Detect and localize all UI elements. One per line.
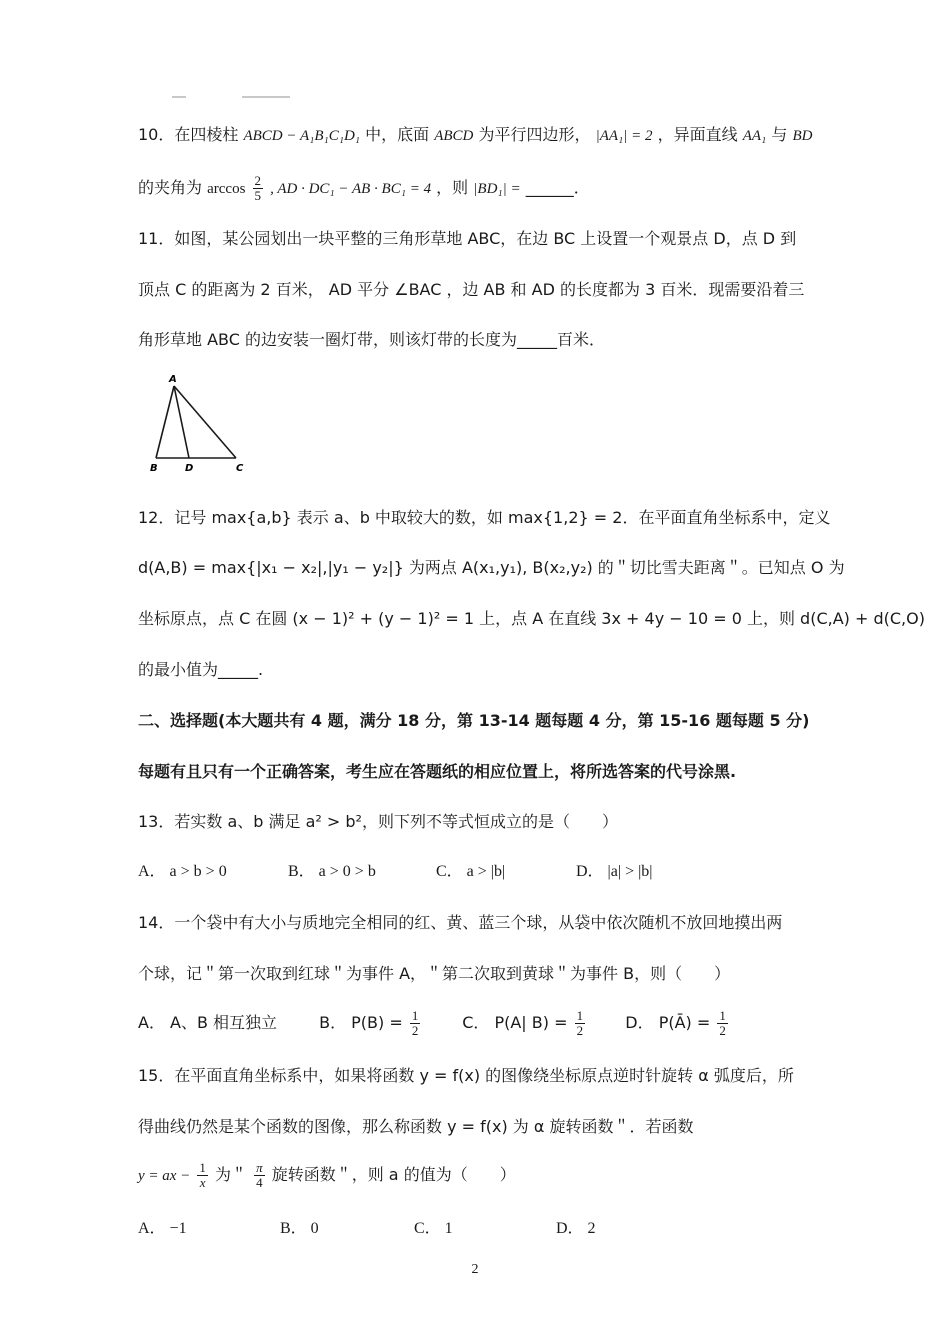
q15-text: 为＂ [215, 1165, 248, 1184]
q10-text: 10．在四棱柱 [138, 125, 239, 144]
q14-option-a: A． A、B 相互独立 [138, 1013, 278, 1032]
q13-option-c: C． a > |b| [436, 863, 506, 880]
fraction-numerator: 1 [719, 1008, 726, 1023]
q10-text: 与 [771, 125, 788, 144]
q14-option-d [625, 1008, 730, 1038]
q10-math-prism: ABCD − A₁B₁C₁D₁ [243, 128, 361, 144]
side-ac [174, 386, 236, 458]
fraction-one-half [575, 1009, 586, 1038]
fraction-denominator: 4 [256, 1175, 263, 1190]
q15-option-b: B． 0 [280, 1220, 319, 1237]
section2-instruction: 每题有且只有一个正确答案，考生应在答题纸的相应位置上，将所选答案的代号涂黑. [138, 762, 737, 781]
q15-line1: 15．在平面直角坐标系中，如果将函数 y = f(x) 的图像绕坐标原点逆时针旋转 α 弧度后，所 [138, 1066, 794, 1085]
fraction-numerator: π [256, 1160, 263, 1175]
q10-text: ，异面直线 [657, 125, 738, 144]
q13-option-a: A． a > b > 0 [138, 863, 227, 880]
q12-line4: 的最小值为_____. [138, 660, 264, 679]
q10-math-bd: BD [792, 128, 813, 144]
q15-function: y = ax − [138, 1168, 191, 1184]
q14-line2: 个球，记＂第一次取到红球＂为事件 A，＂第二次取到黄球＂为事件 B，则（ ） [138, 964, 731, 983]
q14-option-b [319, 1008, 431, 1038]
segment-ad [174, 386, 189, 458]
fraction-numerator: 1 [199, 1160, 206, 1175]
top-scan-mark [172, 96, 292, 100]
section2-title: 二、选择题(本大题共有 4 题，满分 18 分，第 13-14 题每题 4 分，第 15-16 题每题 5 分) [138, 711, 810, 730]
q11-line1: 11．如图，某公园划出一块平整的三角形草地 ABC，在边 BC 上设置一个观景点 D，点 D 到 [138, 229, 797, 248]
q15-line2: 得曲线仍然是某个函数的图像，那么称函数 y = f(x) 为 α 旋转函数＂．若函数 [138, 1117, 694, 1136]
q10-text: ，则 [436, 178, 469, 197]
vertex-label-c: C [236, 463, 244, 474]
vertex-label-b: B [150, 463, 158, 474]
q10-math-dot-product: , AD · DC₁ − AB · BC₁ = 4 [270, 181, 432, 197]
fraction-numerator: 1 [576, 1008, 584, 1023]
q13-option-b: B． a > 0 > b [288, 863, 376, 880]
q12-line2: d(A,B) = max{|x₁ − x₂|,|y₁ − y₂|} 为两点 A(x₁,y₁), B(x₂,y₂) 的＂切比雪夫距离＂。已知点 O 为 [138, 558, 845, 577]
q12-line1: 12．记号 max{a,b} 表示 a、b 中取较大的数，如 max{1,2} = 2．在平面直角坐标系中，定义 [138, 508, 831, 527]
triangle-figure [142, 372, 254, 478]
vertex-label-d: D [185, 463, 194, 474]
page-number: 2 [471, 1262, 479, 1277]
q10-text: 中，底面 [365, 125, 430, 144]
q10-math-aa1: |AA₁| = 2 [595, 128, 653, 144]
q10-math-base: ABCD [434, 128, 474, 144]
q12-line3: 坐标原点，点 C 在圆 (x − 1)² + (y − 1)² = 1 上，点 A 在直线 3x + 4y − 10 = 0 上，则 d(C,A) + d(C,O) [138, 609, 925, 628]
q13-option-d: D． |a| > |b| [576, 863, 653, 880]
q14-option-c [462, 1008, 594, 1038]
q14-option-b-text: B． P(B) = [319, 1013, 403, 1032]
q10-arccos: arccos [207, 181, 246, 197]
fraction-denominator: x [199, 1175, 206, 1190]
q14-option-d-text: D． P(Ā) = [625, 1013, 711, 1032]
fraction-denominator: 2 [411, 1023, 419, 1038]
fraction-numerator: 2 [254, 173, 262, 188]
q15-option-c: C． 1 [414, 1220, 453, 1237]
q10-text: 为平行四边形， [478, 125, 591, 144]
vertex-label-a: A [169, 374, 177, 385]
q10-math-bd1: |BD₁| = [473, 181, 521, 197]
q11-line3: 角形草地 ABC 的边安装一圈灯带，则该灯带的长度为_____百米． [138, 330, 605, 349]
fraction-numerator: 1 [411, 1008, 419, 1023]
q14-line1: 14．一个袋中有大小与质地完全相同的红、黄、蓝三个球，从袋中依次随机不放回地摸出两 [138, 913, 783, 932]
fraction-one-over-x [197, 1161, 208, 1190]
fraction-one-half [717, 1009, 728, 1038]
fraction-denominator: 2 [576, 1023, 584, 1038]
q10-text: 的夹角为 [138, 178, 203, 197]
q14-options [138, 1008, 756, 1038]
q11-line2: 顶点 C 的距离为 2 百米， AD 平分 ∠BAC ，边 AB 和 AD 的长度都为 3 百米．现需要沿着三 [138, 280, 805, 299]
side-ab [156, 386, 174, 458]
q10-line2 [138, 174, 590, 203]
fraction-pi-over-4 [254, 1161, 265, 1190]
q10-fraction [253, 174, 264, 203]
q10-answer-blank: ______． [525, 178, 590, 197]
q15-option-d: D． 2 [556, 1220, 596, 1237]
q15-text: 旋转函数＂，则 a 的值为（ ） [271, 1165, 516, 1184]
q13-stem: 13．若实数 a、b 满足 a² > b²，则下列不等式恒成立的是（ ） [138, 812, 618, 831]
fraction-denominator: 5 [254, 188, 262, 203]
q14-option-c-text: C． P(A| B) = [462, 1013, 568, 1032]
q13-options [138, 861, 679, 883]
q15-option-a: A． −1 [138, 1220, 187, 1237]
q15-line3 [138, 1159, 516, 1192]
fraction-one-half [410, 1009, 421, 1038]
q10-math-line-aa1: AA₁ [742, 128, 767, 144]
fraction-denominator: 2 [719, 1023, 726, 1038]
q10-line1 [138, 124, 812, 147]
q15-options [138, 1218, 622, 1240]
